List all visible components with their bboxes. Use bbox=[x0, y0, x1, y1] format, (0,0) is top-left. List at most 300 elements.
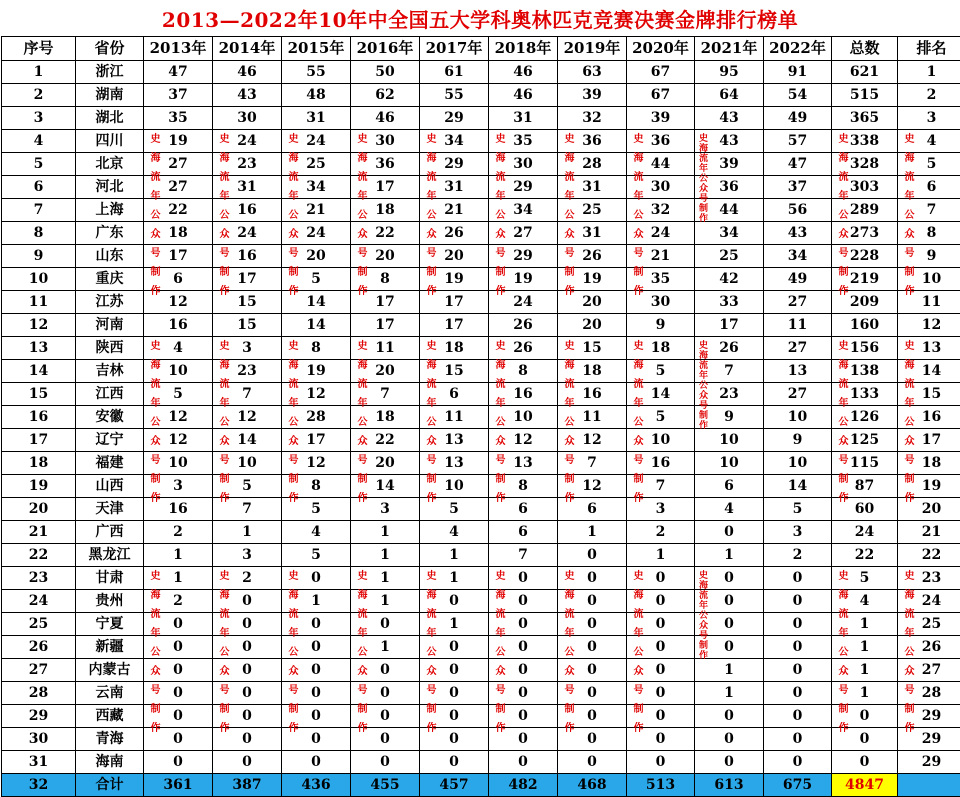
rank-cell: 6 bbox=[898, 176, 960, 199]
medal-count-cell: 0 史海流年公众号制作 bbox=[695, 567, 764, 590]
watermark-text: 史海流年公众号制作 bbox=[562, 340, 572, 511]
column-header: 2020年 bbox=[627, 37, 695, 61]
medal-count-cell: 55 bbox=[420, 84, 489, 107]
medal-count-cell: 0 bbox=[144, 659, 213, 682]
medal-count-cell: 16 bbox=[213, 199, 282, 222]
medal-count-cell: 2 bbox=[144, 521, 213, 544]
medal-count-cell: 25 bbox=[558, 199, 627, 222]
total-cell: 125 bbox=[832, 429, 898, 452]
medal-count-cell: 1 bbox=[627, 544, 695, 567]
medal-count-cell: 1 史海流年公众号制作 bbox=[420, 567, 489, 590]
province-cell: 西藏 bbox=[76, 705, 144, 728]
medal-count-cell: 1 bbox=[558, 521, 627, 544]
medal-count-cell: 29 bbox=[489, 176, 558, 199]
medal-count-cell: 0 bbox=[627, 751, 695, 774]
medal-count-cell: 44 bbox=[695, 199, 764, 222]
row-index-cell: 21 bbox=[2, 521, 76, 544]
table-row bbox=[2, 268, 960, 291]
medal-count-cell: 0 bbox=[558, 544, 627, 567]
medal-count-cell: 1 bbox=[420, 613, 489, 636]
rank-cell: 8 bbox=[898, 222, 960, 245]
medal-count-cell: 0 bbox=[144, 613, 213, 636]
medal-count-cell: 0 bbox=[144, 636, 213, 659]
watermark-text: 史海流年公众号制作 bbox=[217, 340, 227, 511]
page-title: 2013—2022年10年中全国五大学科奥林匹克竞赛决赛金牌排行榜单 bbox=[0, 0, 960, 36]
province-cell: 云南 bbox=[76, 682, 144, 705]
medal-count-cell: 18 bbox=[351, 199, 420, 222]
total-row-cell: 675 bbox=[764, 774, 832, 797]
medal-count-cell: 12 bbox=[558, 429, 627, 452]
watermark-text: 史海流年公众号制作 bbox=[631, 340, 641, 511]
medal-count-cell: 0 bbox=[489, 590, 558, 613]
row-index-cell: 8 bbox=[2, 222, 76, 245]
medal-count-cell: 0 bbox=[489, 728, 558, 751]
medal-count-cell: 64 bbox=[695, 84, 764, 107]
medal-count-cell: 27 bbox=[489, 222, 558, 245]
rank-cell: 17 bbox=[898, 429, 960, 452]
medal-count-cell: 0 bbox=[489, 636, 558, 659]
medal-count-cell: 30 bbox=[213, 107, 282, 130]
watermark-text: 史海流年公众号制作 bbox=[355, 340, 365, 511]
medal-count-cell: 30 bbox=[627, 176, 695, 199]
watermark-text: 史海流年公众号制作 bbox=[697, 570, 706, 660]
medal-count-cell: 17 bbox=[695, 314, 764, 337]
medal-count-cell: 0 bbox=[420, 590, 489, 613]
rank-cell: 20 bbox=[898, 498, 960, 521]
table-row bbox=[2, 61, 960, 84]
medal-count-cell: 0 bbox=[627, 590, 695, 613]
medal-count-cell: 39 bbox=[627, 107, 695, 130]
medal-count-cell: 29 bbox=[420, 153, 489, 176]
medal-count-cell: 1 bbox=[282, 590, 351, 613]
medal-count-cell: 15 bbox=[213, 314, 282, 337]
total-row-cell bbox=[898, 774, 960, 797]
medal-count-cell: 30 史海流年公众号制作 bbox=[351, 130, 420, 153]
medal-count-cell: 46 bbox=[351, 107, 420, 130]
medal-count-cell: 20 bbox=[420, 245, 489, 268]
rank-cell: 4 史海流年公众号制作 bbox=[898, 130, 960, 153]
medal-count-cell: 0 bbox=[695, 613, 764, 636]
row-index-cell: 12 bbox=[2, 314, 76, 337]
province-cell: 安徽 bbox=[76, 406, 144, 429]
watermark-text: 史海流年公众号制作 bbox=[493, 340, 503, 511]
medal-count-cell: 18 bbox=[558, 360, 627, 383]
column-header: 2021年 bbox=[695, 37, 764, 61]
medal-count-cell: 11 bbox=[764, 314, 832, 337]
row-index-cell: 1 bbox=[2, 61, 76, 84]
row-index-cell: 11 bbox=[2, 291, 76, 314]
total-row-cell: 457 bbox=[420, 774, 489, 797]
medal-count-cell: 1 bbox=[351, 544, 420, 567]
medal-count-cell: 31 bbox=[420, 176, 489, 199]
rank-cell: 12 bbox=[898, 314, 960, 337]
medal-count-cell: 5 bbox=[282, 498, 351, 521]
medal-count-cell: 3 bbox=[144, 475, 213, 498]
table-row bbox=[2, 521, 960, 544]
medal-count-cell: 14 bbox=[282, 291, 351, 314]
medal-count-cell: 16 bbox=[144, 498, 213, 521]
medal-count-cell: 24 史海流年公众号制作 bbox=[213, 130, 282, 153]
medal-count-cell: 31 bbox=[558, 176, 627, 199]
medal-count-cell: 34 bbox=[695, 222, 764, 245]
watermark-text: 史海流年公众号制作 bbox=[217, 133, 227, 304]
watermark-text: 史海流年公众号制作 bbox=[493, 133, 503, 304]
medal-count-cell: 9 bbox=[695, 406, 764, 429]
column-header: 省份 bbox=[76, 37, 144, 61]
medal-count-cell: 37 bbox=[144, 84, 213, 107]
rank-cell: 1 bbox=[898, 61, 960, 84]
medal-count-cell: 13 bbox=[489, 452, 558, 475]
total-cell: 133 bbox=[832, 383, 898, 406]
medal-count-cell: 0 bbox=[213, 728, 282, 751]
watermark-text: 史海流年公众号制作 bbox=[424, 133, 434, 304]
medal-count-cell: 10 bbox=[764, 406, 832, 429]
total-row-cell: 合计 bbox=[76, 774, 144, 797]
medal-count-cell: 0 bbox=[764, 728, 832, 751]
medal-count-cell: 0 bbox=[764, 659, 832, 682]
medal-count-cell: 19 bbox=[489, 268, 558, 291]
province-cell: 宁夏 bbox=[76, 613, 144, 636]
medal-count-cell: 43 bbox=[764, 222, 832, 245]
medal-count-cell: 0 bbox=[627, 705, 695, 728]
medal-count-cell: 0 bbox=[558, 705, 627, 728]
medal-count-cell: 28 bbox=[558, 153, 627, 176]
total-cell: 22 bbox=[832, 544, 898, 567]
medal-count-cell: 7 bbox=[213, 383, 282, 406]
medal-count-cell: 11 bbox=[558, 406, 627, 429]
medal-count-cell: 0 史海流年公众号制作 bbox=[282, 567, 351, 590]
medal-count-cell: 0 bbox=[489, 682, 558, 705]
column-header: 2022年 bbox=[764, 37, 832, 61]
province-cell: 新疆 bbox=[76, 636, 144, 659]
medal-count-cell: 0 bbox=[420, 636, 489, 659]
table-row bbox=[2, 383, 960, 406]
medal-count-cell: 47 bbox=[144, 61, 213, 84]
medal-count-cell: 18 史海流年公众号制作 bbox=[420, 337, 489, 360]
medal-count-cell: 1 bbox=[695, 682, 764, 705]
table-row bbox=[2, 84, 960, 107]
medal-count-cell: 17 bbox=[144, 245, 213, 268]
medal-count-cell: 10 bbox=[695, 429, 764, 452]
medal-count-cell: 22 bbox=[351, 429, 420, 452]
table-row bbox=[2, 751, 960, 774]
medal-count-cell: 18 bbox=[351, 406, 420, 429]
medal-count-cell: 10 bbox=[627, 429, 695, 452]
medal-count-cell: 20 bbox=[558, 314, 627, 337]
medal-count-cell: 7 bbox=[213, 498, 282, 521]
total-cell: 4 bbox=[832, 590, 898, 613]
medal-count-cell: 1 bbox=[420, 544, 489, 567]
column-header: 2019年 bbox=[558, 37, 627, 61]
row-index-cell: 23 bbox=[2, 567, 76, 590]
medal-count-cell: 10 bbox=[420, 475, 489, 498]
medal-count-cell: 49 bbox=[764, 107, 832, 130]
total-row-cell: 387 bbox=[213, 774, 282, 797]
province-cell: 湖南 bbox=[76, 84, 144, 107]
medal-count-cell: 0 bbox=[282, 636, 351, 659]
table-row bbox=[2, 544, 960, 567]
rank-cell: 24 bbox=[898, 590, 960, 613]
medal-count-cell: 19 bbox=[420, 268, 489, 291]
medal-count-cell: 20 bbox=[351, 245, 420, 268]
total-row bbox=[2, 774, 960, 797]
total-cell: 328 bbox=[832, 153, 898, 176]
medal-count-cell: 9 bbox=[764, 429, 832, 452]
table-row bbox=[2, 659, 960, 682]
medal-count-cell: 61 bbox=[420, 61, 489, 84]
province-cell: 海南 bbox=[76, 751, 144, 774]
medal-count-cell: 35 bbox=[627, 268, 695, 291]
medal-count-cell: 23 bbox=[213, 153, 282, 176]
medal-count-cell: 3 史海流年公众号制作 bbox=[213, 337, 282, 360]
row-index-cell: 17 bbox=[2, 429, 76, 452]
medal-count-cell: 15 bbox=[213, 291, 282, 314]
medal-count-cell: 0 bbox=[420, 682, 489, 705]
medal-count-cell: 0 bbox=[213, 613, 282, 636]
medal-count-cell: 5 bbox=[627, 360, 695, 383]
medal-count-cell: 0 bbox=[213, 705, 282, 728]
row-index-cell: 6 bbox=[2, 176, 76, 199]
medal-count-cell: 32 bbox=[627, 199, 695, 222]
table-row bbox=[2, 314, 960, 337]
medal-count-cell: 7 bbox=[695, 360, 764, 383]
watermark-text: 史海流年公众号制作 bbox=[836, 133, 846, 304]
medal-count-cell: 24 bbox=[627, 222, 695, 245]
medal-count-cell: 0 史海流年公众号制作 bbox=[489, 567, 558, 590]
medal-count-cell: 10 bbox=[764, 452, 832, 475]
medal-count-cell: 23 bbox=[213, 360, 282, 383]
table-row bbox=[2, 613, 960, 636]
watermark-text: 史海流年公众号制作 bbox=[836, 570, 846, 741]
row-index-cell: 16 bbox=[2, 406, 76, 429]
medal-count-cell: 4 bbox=[282, 521, 351, 544]
medal-count-cell: 0 bbox=[351, 613, 420, 636]
total-row-cell: 613 bbox=[695, 774, 764, 797]
medal-count-cell: 9 bbox=[627, 314, 695, 337]
medal-count-cell: 15 bbox=[420, 360, 489, 383]
total-cell: 303 bbox=[832, 176, 898, 199]
row-index-cell: 10 bbox=[2, 268, 76, 291]
medal-count-cell: 21 bbox=[282, 199, 351, 222]
watermark-text: 史海流年公众号制作 bbox=[286, 133, 296, 304]
watermark-text: 史海流年公众号制作 bbox=[286, 570, 296, 741]
medal-count-cell: 0 bbox=[213, 659, 282, 682]
rank-cell: 29 bbox=[898, 705, 960, 728]
medal-count-cell: 34 史海流年公众号制作 bbox=[420, 130, 489, 153]
watermark-text: 史海流年公众号制作 bbox=[836, 340, 846, 511]
table-row bbox=[2, 452, 960, 475]
medal-count-cell: 32 bbox=[558, 107, 627, 130]
medal-count-cell: 95 bbox=[695, 61, 764, 84]
medal-count-cell: 7 bbox=[627, 475, 695, 498]
medal-count-cell: 11 bbox=[420, 406, 489, 429]
medal-count-cell: 0 bbox=[695, 590, 764, 613]
medal-count-cell: 46 bbox=[489, 61, 558, 84]
watermark-text: 史海流年公众号制作 bbox=[217, 570, 227, 741]
row-index-cell: 3 bbox=[2, 107, 76, 130]
medal-count-cell: 21 bbox=[420, 199, 489, 222]
total-cell: 138 bbox=[832, 360, 898, 383]
medal-count-cell: 27 bbox=[764, 337, 832, 360]
province-cell: 贵州 bbox=[76, 590, 144, 613]
column-header: 2016年 bbox=[351, 37, 420, 61]
medal-count-cell: 27 bbox=[764, 291, 832, 314]
medal-count-cell: 55 bbox=[282, 61, 351, 84]
medal-count-cell: 13 bbox=[764, 360, 832, 383]
medal-count-cell: 5 bbox=[144, 383, 213, 406]
medal-count-cell: 12 bbox=[144, 406, 213, 429]
watermark-text: 史海流年公众号制作 bbox=[697, 340, 706, 430]
table-row bbox=[2, 636, 960, 659]
medal-count-cell: 0 bbox=[627, 682, 695, 705]
medal-count-cell: 46 bbox=[489, 84, 558, 107]
total-row-cell: 361 bbox=[144, 774, 213, 797]
medal-count-cell: 0 bbox=[558, 682, 627, 705]
row-index-cell: 22 bbox=[2, 544, 76, 567]
medal-count-cell: 5 bbox=[420, 498, 489, 521]
province-cell: 浙江 bbox=[76, 61, 144, 84]
medal-count-cell: 67 bbox=[627, 61, 695, 84]
medal-count-cell: 17 bbox=[351, 291, 420, 314]
medal-count-cell: 31 bbox=[489, 107, 558, 130]
rank-cell: 13 史海流年公众号制作 bbox=[898, 337, 960, 360]
row-index-cell: 9 bbox=[2, 245, 76, 268]
province-cell: 陕西 bbox=[76, 337, 144, 360]
province-cell: 北京 bbox=[76, 153, 144, 176]
medal-count-cell: 6 bbox=[489, 521, 558, 544]
medal-count-cell: 44 bbox=[627, 153, 695, 176]
medal-count-cell: 1 bbox=[695, 544, 764, 567]
medal-count-cell: 0 bbox=[351, 659, 420, 682]
watermark-text: 史海流年公众号制作 bbox=[631, 570, 641, 741]
watermark-text: 史海流年公众号制作 bbox=[286, 340, 296, 511]
medal-count-cell: 12 bbox=[144, 429, 213, 452]
medal-count-cell: 0 bbox=[213, 590, 282, 613]
total-cell: 5 史海流年公众号制作 bbox=[832, 567, 898, 590]
province-cell: 内蒙古 bbox=[76, 659, 144, 682]
medal-count-cell: 0 bbox=[351, 751, 420, 774]
medal-count-cell: 10 bbox=[489, 406, 558, 429]
province-cell: 吉林 bbox=[76, 360, 144, 383]
row-index-cell: 19 bbox=[2, 475, 76, 498]
medal-count-cell: 29 bbox=[489, 245, 558, 268]
medal-count-cell: 37 bbox=[764, 176, 832, 199]
total-row-cell: 436 bbox=[282, 774, 351, 797]
total-cell: 0 bbox=[832, 705, 898, 728]
medal-count-cell: 11 史海流年公众号制作 bbox=[351, 337, 420, 360]
medal-count-cell: 20 bbox=[351, 360, 420, 383]
total-cell: 1 bbox=[832, 659, 898, 682]
province-cell: 广东 bbox=[76, 222, 144, 245]
total-cell: 0 bbox=[832, 751, 898, 774]
total-cell: 515 bbox=[832, 84, 898, 107]
medal-count-cell: 33 bbox=[695, 291, 764, 314]
medal-count-cell: 0 bbox=[764, 613, 832, 636]
table-row bbox=[2, 360, 960, 383]
medal-count-cell: 1 史海流年公众号制作 bbox=[144, 567, 213, 590]
rank-cell: 10 bbox=[898, 268, 960, 291]
medal-count-cell: 35 bbox=[144, 107, 213, 130]
province-cell: 山西 bbox=[76, 475, 144, 498]
medal-count-cell: 7 bbox=[489, 544, 558, 567]
column-header: 2015年 bbox=[282, 37, 351, 61]
total-cell: 1 bbox=[832, 682, 898, 705]
medal-count-cell: 1 bbox=[695, 659, 764, 682]
row-index-cell: 28 bbox=[2, 682, 76, 705]
medal-count-cell: 13 bbox=[420, 452, 489, 475]
medal-count-cell: 34 bbox=[489, 199, 558, 222]
medal-count-cell: 0 史海流年公众号制作 bbox=[627, 567, 695, 590]
medal-count-cell: 26 bbox=[489, 314, 558, 337]
medal-count-cell: 0 bbox=[558, 636, 627, 659]
medal-count-cell: 6 bbox=[695, 475, 764, 498]
medal-count-cell: 10 bbox=[144, 452, 213, 475]
table-row bbox=[2, 245, 960, 268]
row-index-cell: 4 bbox=[2, 130, 76, 153]
total-cell: 621 bbox=[832, 61, 898, 84]
medal-count-cell: 28 bbox=[282, 406, 351, 429]
medal-count-cell: 16 bbox=[627, 452, 695, 475]
watermark-text: 史海流年公众号制作 bbox=[355, 570, 365, 741]
medal-count-cell: 22 bbox=[144, 199, 213, 222]
row-index-cell: 15 bbox=[2, 383, 76, 406]
medal-count-cell: 0 bbox=[695, 728, 764, 751]
row-index-cell: 13 bbox=[2, 337, 76, 360]
medal-count-cell: 43 史海流年公众号制作 bbox=[695, 130, 764, 153]
total-row-cell: 32 bbox=[2, 774, 76, 797]
medal-count-cell: 0 bbox=[558, 590, 627, 613]
rank-cell: 5 bbox=[898, 153, 960, 176]
medal-count-cell: 6 bbox=[489, 498, 558, 521]
medal-count-cell: 19 bbox=[558, 268, 627, 291]
medal-count-cell: 24 bbox=[213, 222, 282, 245]
medal-count-cell: 34 bbox=[282, 176, 351, 199]
province-cell: 上海 bbox=[76, 199, 144, 222]
table-row bbox=[2, 222, 960, 245]
rank-cell: 9 bbox=[898, 245, 960, 268]
province-cell: 福建 bbox=[76, 452, 144, 475]
table-row bbox=[2, 199, 960, 222]
total-cell: 126 bbox=[832, 406, 898, 429]
medal-count-cell: 17 bbox=[351, 314, 420, 337]
grand-total-cell: 4847 bbox=[832, 774, 898, 797]
watermark-text: 史海流年公众号制作 bbox=[562, 133, 572, 304]
total-cell: 365 bbox=[832, 107, 898, 130]
medal-count-cell: 0 bbox=[282, 613, 351, 636]
medal-count-cell: 7 bbox=[558, 452, 627, 475]
rank-cell: 14 bbox=[898, 360, 960, 383]
medal-count-cell: 27 bbox=[144, 176, 213, 199]
medal-count-cell: 29 bbox=[420, 107, 489, 130]
column-header: 总数 bbox=[832, 37, 898, 61]
medal-count-cell: 25 bbox=[282, 153, 351, 176]
medal-count-cell: 49 bbox=[764, 268, 832, 291]
medal-count-cell: 67 bbox=[627, 84, 695, 107]
medal-count-cell: 8 bbox=[282, 475, 351, 498]
medal-count-cell: 0 bbox=[282, 659, 351, 682]
medal-count-cell: 31 bbox=[213, 176, 282, 199]
table-row bbox=[2, 176, 960, 199]
row-index-cell: 26 bbox=[2, 636, 76, 659]
medal-count-cell: 0 bbox=[489, 659, 558, 682]
medal-count-cell: 46 bbox=[213, 61, 282, 84]
medal-count-cell: 1 bbox=[213, 521, 282, 544]
medal-count-cell: 0 bbox=[558, 613, 627, 636]
medal-count-cell: 26 史海流年公众号制作 bbox=[489, 337, 558, 360]
total-row-cell: 455 bbox=[351, 774, 420, 797]
medal-count-cell: 57 bbox=[764, 130, 832, 153]
row-index-cell: 5 bbox=[2, 153, 76, 176]
